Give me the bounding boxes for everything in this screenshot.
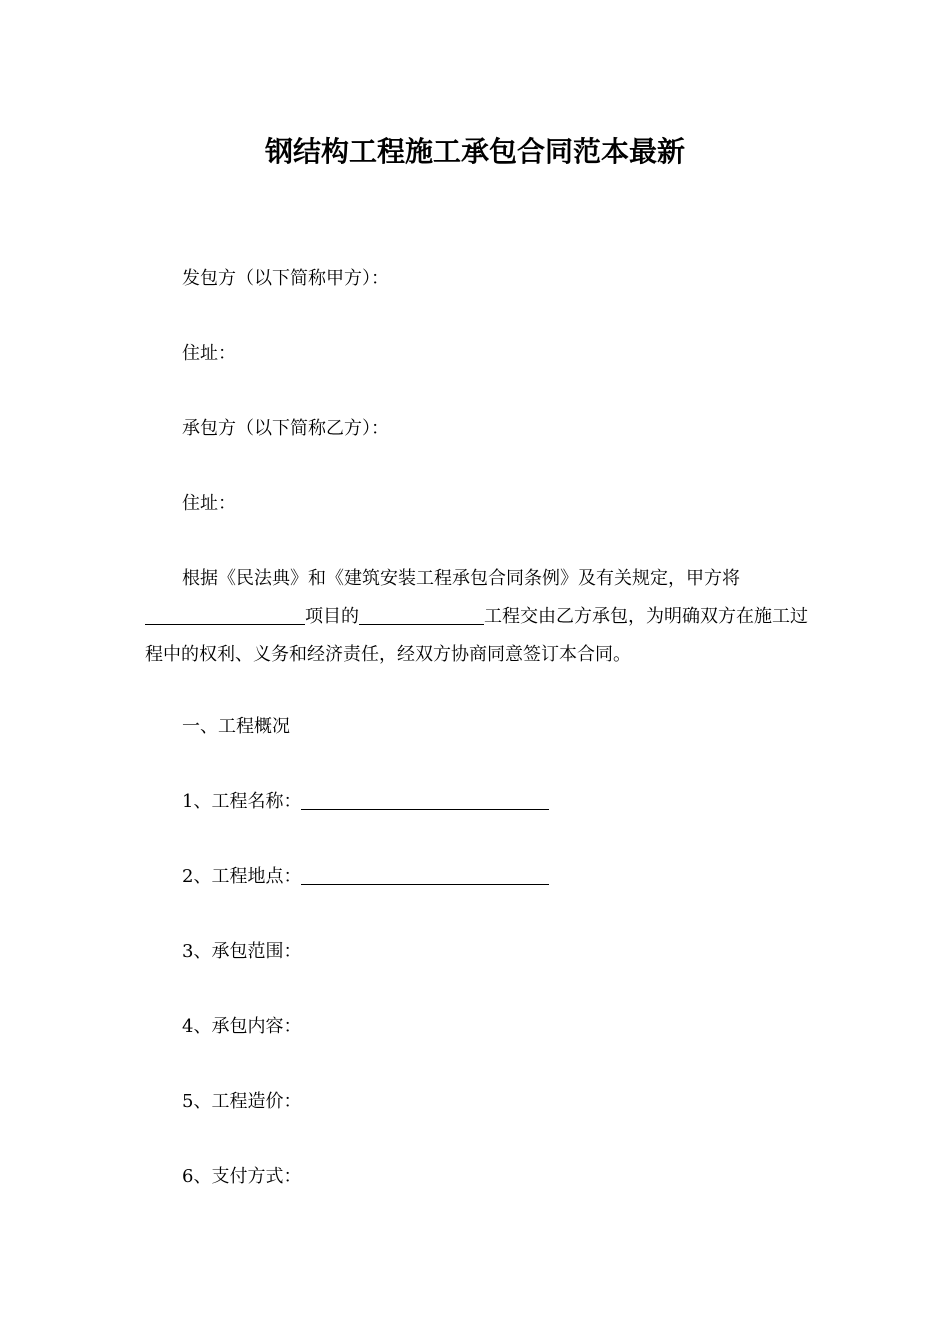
project-blank[interactable] [145, 608, 305, 625]
party-a-address-label: 住址： [182, 343, 236, 364]
section1-heading: 一、工程概况 [182, 716, 290, 737]
intro-text-part3: 工程交由乙方承包，为明确双方在施工过程中的权利、义务和经济责任，经双方协商同意签订本合同。 [145, 606, 808, 665]
work-blank[interactable] [359, 608, 484, 625]
item-project-name [182, 790, 549, 814]
item-project-location [182, 865, 549, 889]
intro-paragraph [145, 560, 810, 674]
document-title: 钢结构工程施工承包合同范本最新 [264, 135, 685, 168]
item-project-cost: 5、工程造价： [182, 1091, 302, 1112]
intro-text-part2: 项目的 [305, 606, 359, 627]
item-payment-method: 6、支付方式： [182, 1166, 302, 1187]
intro-text-part1: 根据《民法典》和《建筑安装工程承包合同条例》及有关规定，甲方将 [182, 568, 740, 589]
item-contract-scope: 3、承包范围： [182, 941, 302, 962]
project-location-blank[interactable] [301, 868, 549, 885]
party-a-label: 发包方（以下简称甲方）： [182, 268, 389, 289]
project-name-blank[interactable] [301, 793, 549, 810]
party-b-address-label: 住址： [182, 493, 236, 514]
item-contract-content: 4、承包内容： [182, 1016, 302, 1037]
party-b-label: 承包方（以下简称乙方）： [182, 418, 389, 439]
item-project-location-label: 2、工程地点： [182, 866, 302, 887]
item-project-name-label: 1、工程名称： [182, 791, 302, 812]
